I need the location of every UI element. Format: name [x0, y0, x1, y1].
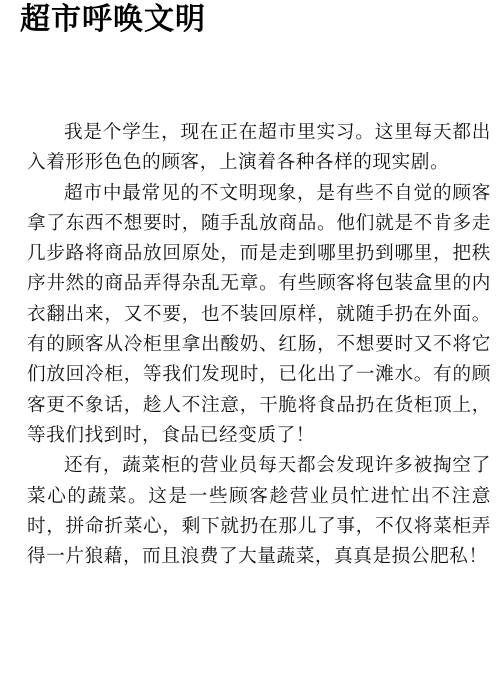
- paragraph-1: 我是个学生，现在正在超市里实习。这里每天都出入着形形色色的顾客，上演着各种各样的现实剧。: [27, 122, 491, 174]
- paragraph-2: 超市中最常见的不文明现象，是有些不自觉的顾客拿了东西不想要时，随手乱放商品。他们就是不肯多走几步路将商品放回原处，而是走到哪里扔到哪里，把秩序井然的商品弄得杂乱无章。有些顾客将包装盒里的内衣翻出来，又不要，也不装回原样，就随手扔在外面。有的顾客从冷柜里拿出酸奶、红肠，不想要时又不将它们放回冷柜，等我们发现时，已化出了一滩水。有的顾客更不象话，趁人不注意，干脆将食品扔在货柜顶上，等我们找到时，食品已经变质了！: [27, 182, 491, 446]
- paragraph-3: 还有，蔬菜柜的营业员每天都会发现许多被掏空了菜心的蔬菜。这是一些顾客趁营业员忙进忙出不注意时，拼命折菜心，剩下就扔在那儿了事，不仅将菜柜弄得一片狼藉，而且浪费了大量蔬菜，真真是损公肥私！: [27, 455, 491, 568]
- article-body: [27, 118, 491, 572]
- article-title: 超市呼唤文明: [20, 2, 206, 37]
